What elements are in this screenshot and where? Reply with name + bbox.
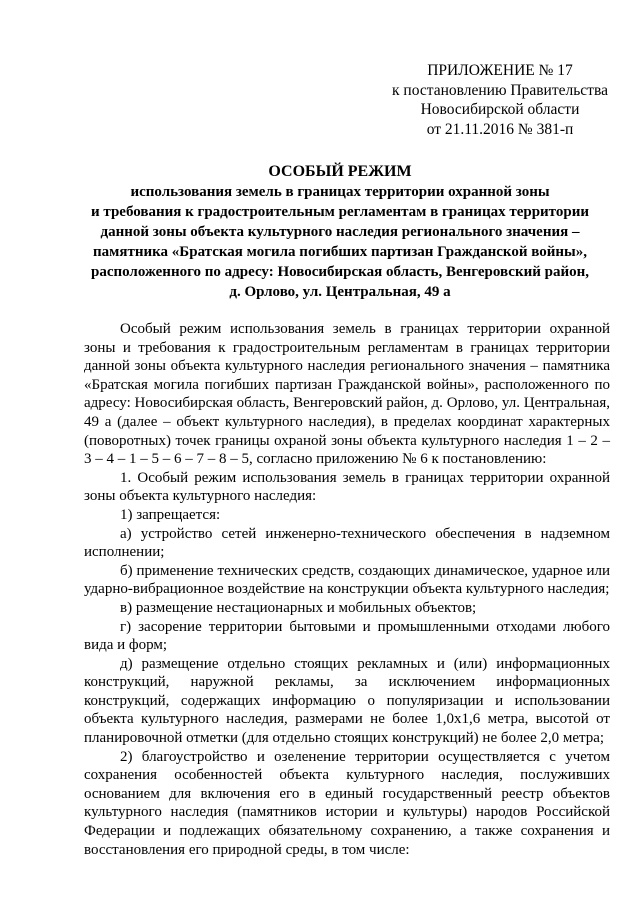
document-body [84,320,610,859]
appendix-number: ПРИЛОЖЕНИЕ № 17 [427,62,573,79]
title-line: памятника «Братская могила погибших партизан Гражданской войны», [93,244,587,260]
body-paragraph: а) устройство сетей инженерно-технического обеспечения в надземном исполнении; [84,525,610,561]
appendix-region: Новосибирской области [420,101,580,118]
body-paragraph: г) засорение территории бытовыми и промышленными отходами любого вида и форм; [84,618,610,654]
body-paragraph: 1) запрещается: [120,506,221,523]
title-line: данной зоны объекта культурного наследия регионального значения – [100,224,580,240]
document-title [60,162,620,302]
title-subtitle [60,182,620,302]
body-paragraph: д) размещение отдельно стоящих рекламных и (или) информационных конструкций, наружной рекламы, за исключением информационных конструкций, содержащих информацию о популяризации и использовании объекта культурного наследия, размерами не более 1,0х1,6 метра, высотой от планировочной отметки (для отдельно стоящих конструкций) не более 2,0 метра; [84,655,610,747]
body-paragraph: 1. Особый режим использования земель в границах территории охранной зоны объекта культурного наследия: [84,469,610,505]
title-main: ОСОБЫЙ РЕЖИМ [268,163,412,180]
body-paragraph: б) применение технических средств, создающих динамическое, ударное или ударно-вибрационное воздействие на конструкции объекта культурного наследия; [84,562,610,598]
title-line: д. Орлово, ул. Центральная, 49 а [229,284,451,300]
body-paragraph: 2) благоустройство и озеленение территории осуществляется с учетом сохранения особенностей объекта культурного наследия, послуживших основанием для включения его в единый государственный реестр объектов культурного наследия (памятников истории и культуры) народов Российской Федерации и подлежащих обязательному сохранению, а также сохранения и восстановления его природной среды, в том числе: [84,748,610,858]
title-line: использования земель в границах территории охранной зоны [130,184,550,200]
title-line: и требования к градостроительным регламентам в границах территории [91,204,589,220]
body-paragraph: в) размещение нестационарных и мобильных объектов; [120,599,477,616]
appendix-header [380,61,620,139]
appendix-date: от 21.11.2016 № 381-п [426,120,574,138]
appendix-reference: к постановлению Правительства [392,81,608,99]
title-line: расположенного по адресу: Новосибирская область, Венгеровский район, [90,264,590,280]
body-paragraph: Особый режим использования земель в границах территории охранной зоны и требования к градостроительным регламентам в границах территории данной зоны объекта культурного наследия регионального значения – памятника «Братская могила погибших партизан Гражданской войны», расположенного по адресу: Новосибирская область, Венгеровский район, д. Орлово, ул. Центральная, 49 а (далее – объект культурного наследия), в пределах координат характерных (поворотных) точек границы охраной зоны объекта культурного наследия 1 – 2 – 3 – 4 – 1 – 5 – 6 – 7 – 8 – 5, согласно приложению № 6 к постановлению: [84,321,610,468]
